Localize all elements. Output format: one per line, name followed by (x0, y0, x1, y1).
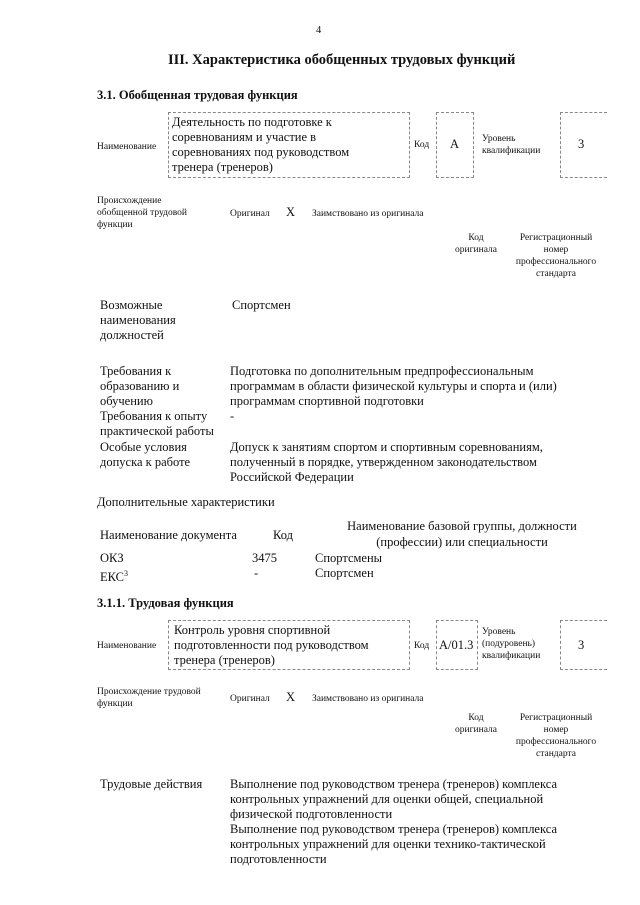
tf-reg-number-2: номер (543, 725, 569, 735)
education-label-3: обучению (100, 394, 153, 408)
gtf-reg-number-4: стандарта (536, 269, 576, 279)
experience-value: - (230, 409, 235, 423)
conditions-value-1: Допуск к занятиям спортом и спортивным соревнованиям, (230, 440, 543, 454)
tf-origin-label-2: функции (97, 699, 133, 709)
tf-original-label: Оригинал (230, 694, 270, 704)
row-eks-name: Спортсмен (315, 566, 374, 580)
actions-line-6: подготовленности (230, 852, 327, 866)
code-col-header: Код (273, 528, 293, 542)
gtf-origin-label-2: обобщенной трудовой (97, 208, 187, 218)
gtf-reg-number-1: Регистрационный (519, 233, 593, 243)
gtf-level-label-1: Уровень (482, 134, 516, 144)
actions-label: Трудовые действия (100, 777, 203, 791)
tf-name-label: Наименование (97, 641, 157, 651)
row-eks-footnote: 3 (124, 569, 128, 578)
section-heading: III. Характеристика обобщенных трудовых функций (168, 52, 516, 68)
actions-line-3: физической подготовленности (230, 807, 393, 821)
tf-code-value: A/01.3 (439, 638, 474, 652)
extra-title: Дополнительные характеристики (97, 495, 275, 509)
conditions-value-3: Российской Федерации (230, 470, 354, 484)
gtf-code-original-2: оригинала (455, 245, 497, 255)
education-value-2: программам в области физической культуры и спорта и (или) (230, 379, 557, 393)
gtf-name-line-3: соревнованиях под руководством (172, 145, 350, 159)
tf-code-original-2: оригинала (455, 725, 497, 735)
education-value-3: программам спортивной подготовки (230, 394, 424, 408)
tf-level-label-3: квалификации (482, 651, 541, 661)
group-col-header-1: Наименование базовой группы, должности (347, 519, 577, 533)
tf-title: 3.1.1. Трудовая функция (97, 596, 234, 610)
tf-origin-label-1: Происхождение трудовой (97, 687, 201, 697)
actions-line-1: Выполнение под руководством тренера (тренеров) комплекса (230, 777, 557, 791)
gtf-original-mark: X (286, 205, 296, 219)
actions-line-2: контрольных упражнений для оценки общей, специальной (230, 792, 544, 806)
tf-name-line-3: тренера (тренеров) (174, 653, 275, 667)
row-okz-doc: ОКЗ (100, 551, 124, 565)
experience-label-2: практической работы (100, 424, 214, 438)
gtf-level-value: 3 (578, 137, 585, 151)
gtf-name-line-2: соревнованиям и участие в (172, 130, 317, 144)
tf-level-label-1: Уровень (482, 627, 516, 637)
tf-reg-number-4: стандарта (536, 749, 576, 759)
row-eks-doc-text: ЕКС (100, 570, 124, 585)
tf-reg-number-3: профессионального (515, 737, 597, 747)
tf-code-label: Код (414, 641, 430, 651)
tf-original-mark: X (286, 690, 296, 704)
row-okz-code: 3475 (252, 551, 277, 565)
gtf-name-line-1: Деятельность по подготовке к (172, 115, 332, 129)
tf-name-line-2: подготовленности под руководством (174, 638, 369, 652)
conditions-label-1: Особые условия (100, 440, 187, 454)
gtf-code-value: A (450, 137, 460, 151)
tf-borrowed-label: Заимствовано из оригинала (312, 694, 424, 704)
gtf-original-label: Оригинал (230, 209, 270, 219)
tf-code-original-1: Код (468, 713, 484, 723)
gtf-borrowed-label: Заимствовано из оригинала (312, 209, 424, 219)
row-okz-name: Спортсмены (315, 551, 383, 565)
positions-value: Спортсмен (232, 298, 291, 312)
education-label-2: образованию и (100, 379, 180, 393)
doc-col-header: Наименование документа (100, 528, 237, 542)
gtf-title: 3.1. Обобщенная трудовая функция (97, 88, 298, 102)
tf-level-label-2: (подуровень) (482, 639, 536, 649)
row-eks-code: - (254, 566, 259, 580)
gtf-name-label: Наименование (97, 142, 157, 152)
gtf-origin-label-3: функции (97, 220, 133, 230)
group-col-header-2: (профессии) или специальности (376, 535, 548, 549)
gtf-reg-number-2: номер (543, 245, 569, 255)
gtf-code-original-1: Код (468, 233, 484, 243)
tf-level-value: 3 (578, 638, 585, 652)
positions-label-2: наименования (100, 313, 176, 327)
actions-line-5: контрольных упражнений для оценки технико-тактической (230, 837, 546, 851)
conditions-label-2: допуска к работе (100, 455, 191, 469)
actions-line-4: Выполнение под руководством тренера (тренеров) комплекса (230, 822, 557, 836)
tf-reg-number-1: Регистрационный (519, 713, 593, 723)
gtf-reg-number-3: профессионального (515, 257, 597, 267)
positions-label-3: должностей (100, 328, 164, 342)
positions-label-1: Возможные (100, 298, 163, 312)
gtf-level-label-2: квалификации (482, 146, 541, 156)
education-value-1: Подготовка по дополнительным предпрофессиональным (230, 364, 534, 378)
gtf-name-line-4: тренера (тренеров) (172, 160, 273, 174)
page-number: 4 (316, 25, 322, 36)
gtf-origin-label-1: Происхождение (97, 196, 162, 206)
tf-name-line-1: Контроль уровня спортивной (174, 623, 331, 637)
conditions-value-2: полученный в порядке, утвержденном законодательством (230, 455, 537, 469)
row-eks-doc (100, 566, 128, 585)
experience-label-1: Требования к опыту (100, 409, 208, 423)
gtf-code-label: Код (414, 140, 430, 150)
education-label-1: Требования к (100, 364, 172, 378)
